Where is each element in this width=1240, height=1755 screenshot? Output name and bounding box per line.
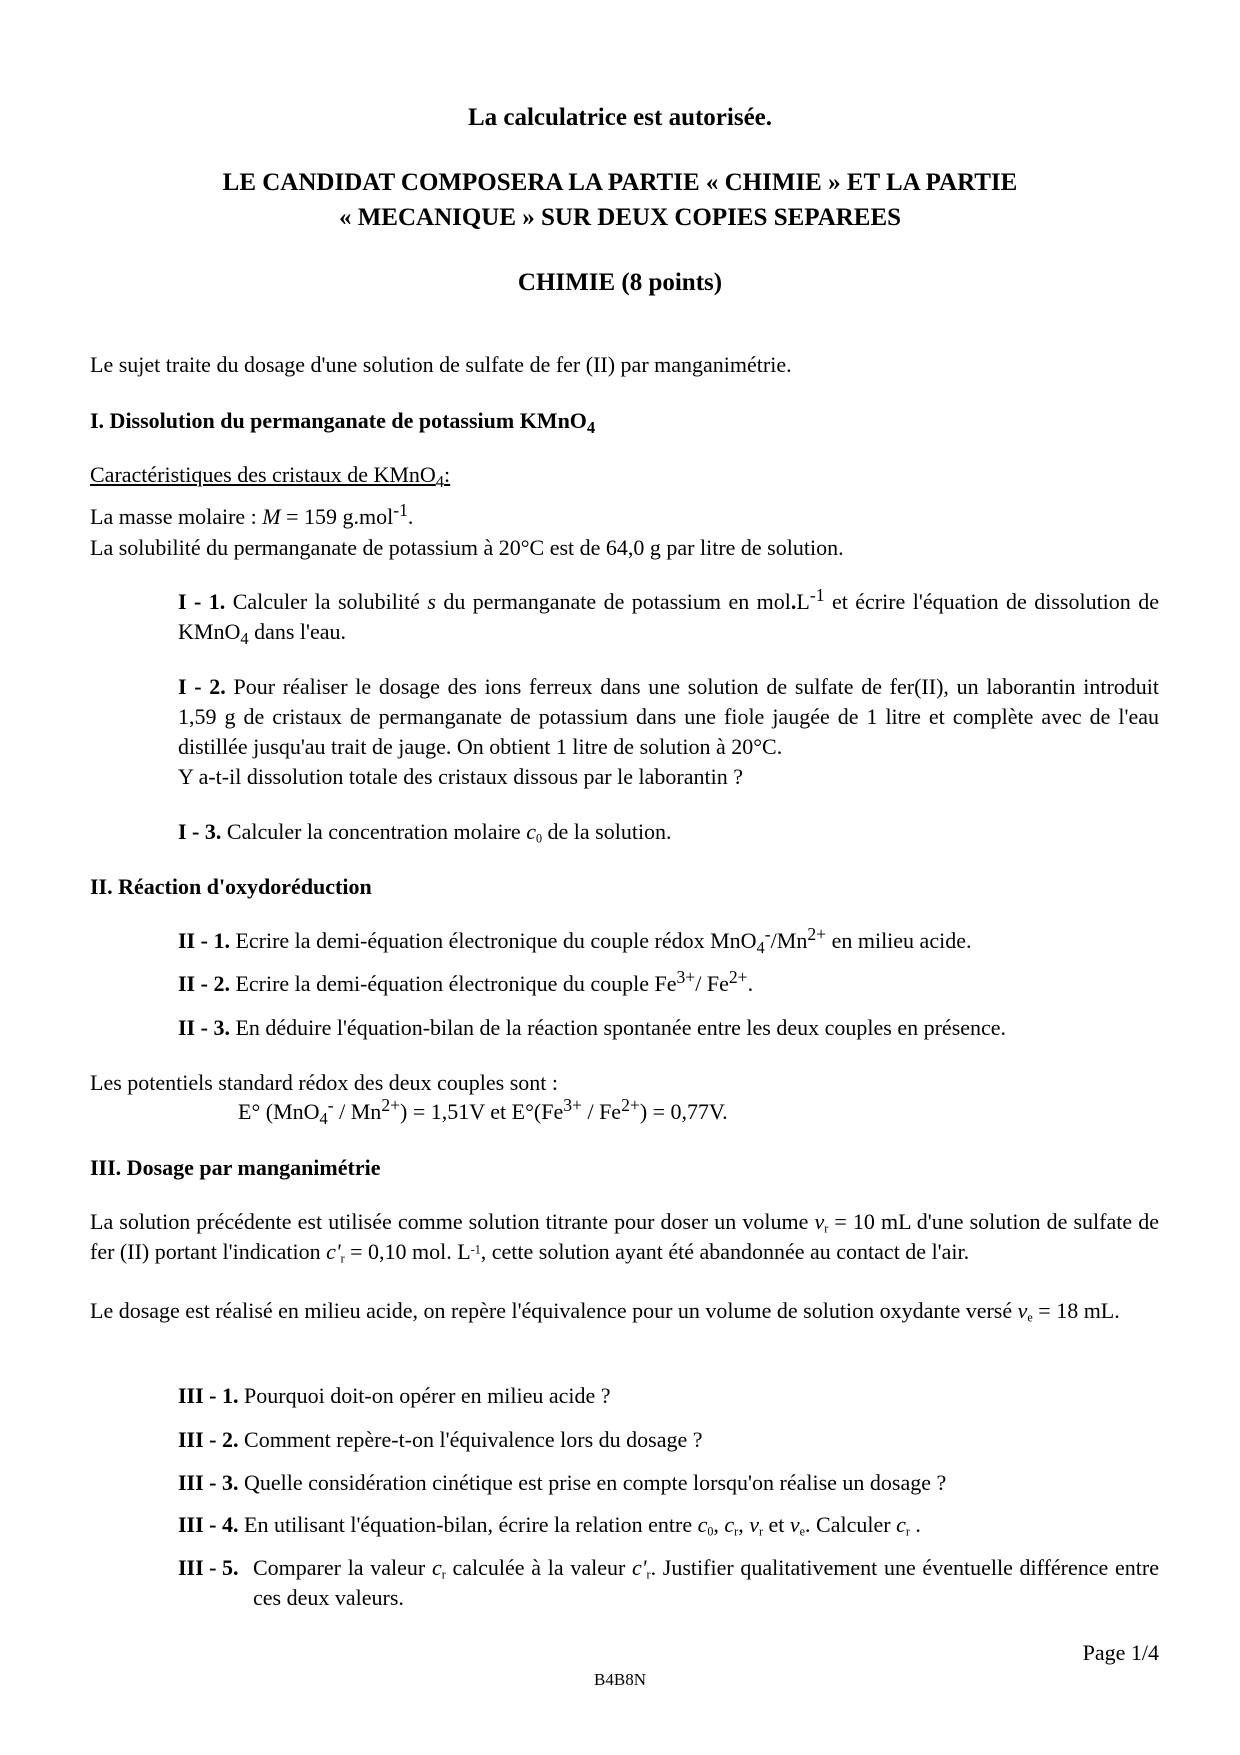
text-run: ,: [738, 1512, 750, 1537]
text-run: Quelle considération cinétique est prise en compte lorsqu'on réalise un dosage ?: [238, 1470, 947, 1495]
question-number: III - 1.: [178, 1383, 239, 1408]
text-run: La solution précédente est utilisée comme solution titrante pour doser un volume: [90, 1209, 815, 1234]
variable: c: [431, 1555, 442, 1580]
question-number: I - 1.: [178, 589, 226, 614]
text-run: ,: [713, 1512, 725, 1537]
question-III-2: [178, 1425, 1159, 1455]
superscript: -1: [470, 1242, 481, 1257]
calculator-notice: La calculatrice est autorisée.: [467, 104, 773, 131]
question-number: II - 2.: [178, 971, 230, 996]
text-run: Ecrire la demi-équation électronique du couple Fe: [229, 971, 677, 996]
question-II-1: [178, 926, 1159, 956]
text-run: E° (MnO: [238, 1099, 320, 1124]
text-run: L: [796, 589, 810, 614]
superscript: 2+: [807, 924, 827, 945]
variable: c': [326, 1239, 341, 1264]
text-run: = 10 mL d'une solution de sulfate de fer (II) portant l'indication: [90, 1209, 1159, 1264]
subscript: 4: [435, 471, 445, 491]
dosage-paragraph-2: [90, 1296, 1159, 1326]
superscript: 3+: [563, 1095, 582, 1116]
question-number: III - 2.: [178, 1427, 239, 1452]
text-run: I. Dissolution du permanganate de potassium KMnO: [90, 408, 587, 433]
text-run: / Fe: [581, 1099, 622, 1124]
text-run: Pourquoi doit-on opérer en milieu acide ?: [238, 1383, 611, 1408]
subscript: e: [1027, 1310, 1033, 1325]
part3-heading: III. Dosage par manganimétrie: [90, 1155, 381, 1180]
variable: M: [262, 504, 281, 529]
text-run: En déduire l'équation-bilan de la réaction spontanée entre les deux couples en présence.: [229, 1015, 1007, 1040]
text-run: = 0,10 mol. L: [344, 1239, 471, 1264]
variable: s: [427, 589, 436, 614]
text-run: Caractéristiques des cristaux de KMnO: [90, 462, 436, 487]
subscript: 4: [756, 937, 765, 957]
subscript: 4: [240, 628, 249, 648]
text-run: calculée à la valeur: [445, 1555, 633, 1580]
text-run: / Fe: [695, 971, 729, 996]
potentials-values: [238, 1097, 1240, 1127]
part2-heading: II. Réaction d'oxydoréduction: [90, 874, 372, 899]
question-number: I - 2.: [178, 674, 226, 699]
subscript: r: [734, 1524, 739, 1539]
superscript: 2+: [728, 967, 748, 988]
variable: c: [724, 1512, 735, 1537]
question-II-3: [178, 1013, 1159, 1043]
superscript: -: [764, 924, 771, 945]
text-run: Pour réaliser le dosage des ions ferreux dans une solution de sulfate de fer(II), un laborantin introduit 1,59 g de cristaux de permanganate de potassium dans une fiole jaugée de 1 litre et complète avec de l'eau distillée jusqu'au trait de jauge. On obtient 1 litre de solution à 20°C.: [178, 674, 1159, 759]
question-I-3: [178, 817, 1159, 847]
superscript: -1: [809, 585, 825, 606]
instruction-line-2: « MECANIQUE » SUR DEUX COPIES SEPAREES: [338, 204, 902, 231]
text-run: Comment repère-t-on l'équivalence lors du dosage ?: [238, 1427, 703, 1452]
text-run: La masse molaire :: [90, 504, 263, 529]
text-run: dans l'eau.: [248, 619, 347, 644]
subscript: r: [441, 1567, 446, 1582]
subscript: r: [824, 1221, 829, 1236]
solubility-text: La solubilité du permanganate de potassium à 20°C est de 64,0 g par litre de solution.: [90, 535, 844, 560]
question-number: II - 1.: [178, 928, 230, 953]
text-run: Calculer la concentration molaire: [221, 819, 527, 844]
text-run: et: [763, 1512, 790, 1537]
question-number: III - 4.: [178, 1512, 239, 1537]
superscript: 2+: [381, 1095, 401, 1116]
question-II-2: [178, 969, 1159, 999]
superscript: 2+: [621, 1095, 640, 1116]
instruction-line-1: LE CANDIDAT COMPOSERA LA PARTIE « CHIMIE » ET LA PARTIE: [222, 169, 1018, 196]
subscript: 0: [707, 1524, 714, 1539]
text-run: , cette solution ayant été abandonnée au contact de l'air.: [480, 1239, 970, 1264]
superscript: 3+: [676, 967, 696, 988]
text-run: En utilisant l'équation-bilan, écrire la relation entre: [238, 1512, 698, 1537]
section-title: CHIMIE (8 points): [517, 269, 723, 296]
potentials-intro: Les potentiels standard rédox des deux couples sont :: [90, 1070, 559, 1095]
text-run: de la solution.: [542, 819, 672, 844]
intro-text: Le sujet traite du dosage d'une solution de sulfate de fer (II) par manganimétrie.: [90, 352, 792, 377]
question-III-5-label: III - 5.: [178, 1555, 239, 1580]
question-number: I - 3.: [178, 819, 222, 844]
variable: c': [632, 1555, 647, 1580]
dosage-paragraph-1: [90, 1207, 1159, 1267]
question-III-4: [178, 1510, 1159, 1540]
question-I-1: [178, 587, 1159, 647]
text-run: du permanganate de potassium en mol: [435, 589, 791, 614]
variable: c: [526, 819, 536, 844]
subscript: e: [799, 1524, 806, 1539]
question-I-2: [178, 672, 1159, 762]
text-run: . Calculer: [805, 1512, 897, 1537]
crystal-characteristics-label: [90, 460, 1159, 490]
document-code: B4B8N: [594, 1670, 646, 1689]
text-run: Calculer la solubilité: [225, 589, 428, 614]
subscript: 0: [535, 831, 543, 846]
superscript: -1: [393, 500, 408, 521]
text-run: /Mn: [770, 928, 808, 953]
question-III-5: [253, 1553, 1159, 1613]
page-number: Page 1/4: [1082, 1640, 1159, 1665]
variable: c: [896, 1512, 906, 1537]
variable: v: [1017, 1298, 1028, 1323]
text-run: . Justifier qualitativement une éventuelle différence entre ces deux valeurs.: [253, 1555, 1159, 1610]
subscript: 4: [586, 417, 596, 437]
part1-heading: [90, 406, 1159, 436]
text-run: / Mn: [333, 1099, 382, 1124]
text-run: = 159 g.mol: [280, 504, 394, 529]
question-number: .: [790, 589, 797, 614]
text-run: ) = 1,51V et E°(Fe: [400, 1099, 564, 1124]
text-run: Ecrire la demi-équation électronique du couple rédox MnO: [229, 928, 757, 953]
variable: v: [749, 1512, 759, 1537]
variable: v: [789, 1512, 800, 1537]
variable: c: [697, 1512, 708, 1537]
subscript: r: [340, 1251, 345, 1266]
subscript: r: [646, 1567, 651, 1582]
subscript: r: [758, 1524, 763, 1539]
variable: v: [814, 1209, 825, 1234]
question-III-1: [178, 1381, 1159, 1411]
molar-mass: [90, 502, 1159, 532]
text-run: ) = 0,77V.: [639, 1099, 728, 1124]
subscript: 4: [319, 1108, 328, 1128]
text-run: = 18 mL.: [1032, 1298, 1120, 1323]
question-number: II - 3.: [178, 1015, 230, 1040]
question-III-3: [178, 1468, 1159, 1498]
text-run: .: [909, 1512, 921, 1537]
text-run: et écrire l'équation de dissolution de KMnO: [178, 589, 1160, 644]
text-run: .: [407, 504, 414, 529]
text-run: .: [747, 971, 754, 996]
text-run: Comparer la valeur: [253, 1555, 432, 1580]
text-run: en milieu acide.: [826, 928, 972, 953]
question-number: III - 3.: [178, 1470, 239, 1495]
text-run: Le dosage est réalisé en milieu acide, on repère l'équivalence pour un volume de solution oxydante versé: [90, 1298, 1018, 1323]
question-I-2-ask: Y a-t-il dissolution totale des cristaux dissous par le laborantin ?: [178, 764, 743, 789]
superscript: -: [327, 1095, 334, 1116]
subscript: r: [905, 1524, 910, 1539]
text-run: :: [444, 462, 451, 487]
